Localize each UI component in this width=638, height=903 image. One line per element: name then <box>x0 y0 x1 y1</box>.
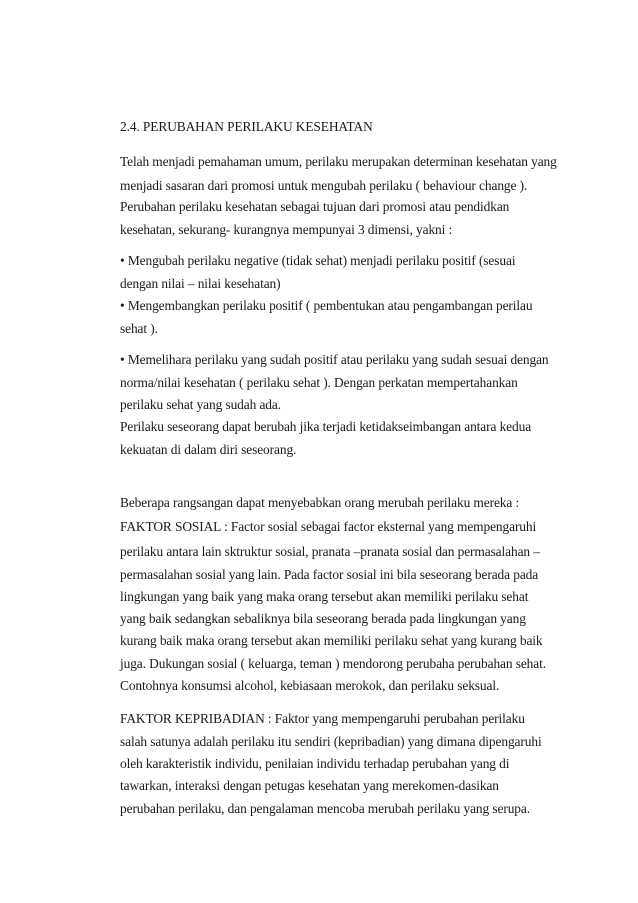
section-heading: 2.4. PERUBAHAN PERILAKU KESEHATAN <box>120 119 373 134</box>
paragraph-line: menjadi sasaran dari promosi untuk mengubah perilaku ( behaviour change ). <box>120 178 528 193</box>
paragraph-line: Telah menjadi pemahaman umum, perilaku merupakan determinan kesehatan yang <box>120 154 557 169</box>
paragraph-line: perubahan perilaku, dan pengalaman mencoba merubah perilaku yang serupa. <box>120 801 530 816</box>
paragraph-line: tawarkan, interaksi dengan petugas kesehatan yang merekomen-dasikan <box>120 778 499 793</box>
paragraph-line: Beberapa rangsangan dapat menyebabkan orang merubah perilaku mereka : <box>120 495 520 510</box>
bullet-line: • Mengembangkan perilaku positif ( pembentukan atau pengambangan perilau <box>120 298 533 313</box>
paragraph-line: Contohnya konsumsi alcohol, kebiasaan merokok, dan perilaku seksual. <box>120 678 500 693</box>
paragraph-line: Perubahan perilaku kesehatan sebagai tujuan dari promosi atau pendidkan <box>120 199 510 214</box>
paragraph-line: Perilaku seseorang dapat berubah jika terjadi ketidakseimbangan antara kedua <box>120 419 532 434</box>
paragraph-line: FAKTOR SOSIAL : Factor sosial sebagai factor eksternal yang mempengaruhi <box>120 519 537 534</box>
bullet-line: • Memelihara perilaku yang sudah positif atau perilaku yang sudah sesuai dengan <box>120 352 549 367</box>
paragraph-line: yang baik sedangkan sebaliknya bila seseorang berada pada lingkungan yang <box>120 611 526 626</box>
paragraph-line: permasalahan sosial yang lain. Pada factor sosial ini bila seseorang berada pada <box>120 567 539 582</box>
paragraph-line: norma/nilai kesehatan ( perilaku sehat ). Dengan perkatan mempertahankan <box>120 375 518 390</box>
paragraph-line: kekuatan di dalam diri seseorang. <box>120 442 297 457</box>
paragraph-line: oleh karakteristik individu, penilaian individu terhadap perubahan yang di <box>120 756 510 771</box>
paragraph-line: kesehatan, sekurang- kurangnya mempunyai 3 dimensi, yakni : <box>120 222 453 237</box>
paragraph-line: sehat ). <box>120 321 158 336</box>
paragraph-line: salah satunya adalah perilaku itu sendiri (kepribadian) yang dimana dipengaruhi <box>120 734 542 749</box>
bullet-line: • Mengubah perilaku negative (tidak sehat) menjadi perilaku positif (sesuai <box>120 253 516 268</box>
paragraph-line: juga. Dukungan sosial ( keluarga, teman ) mendorong perubaha perubahan sehat. <box>120 656 546 671</box>
paragraph-line: FAKTOR KEPRIBADIAN : Faktor yang mempengaruhi perubahan perilaku <box>120 711 525 726</box>
paragraph-line: lingkungan yang baik yang maka orang tersebut akan memiliki perilaku sehat <box>120 589 529 604</box>
paragraph-line: dengan nilai – nilai kesehatan) <box>120 276 281 291</box>
paragraph-line: perilaku antara lain sktruktur sosial, pranata –pranata sosial dan permasalahan – <box>120 544 540 559</box>
paragraph-line: kurang baik maka orang tersebut akan memiliki perilaku sehat yang kurang baik <box>120 633 543 648</box>
paragraph-line: perilaku sehat yang sudah ada. <box>120 397 281 412</box>
